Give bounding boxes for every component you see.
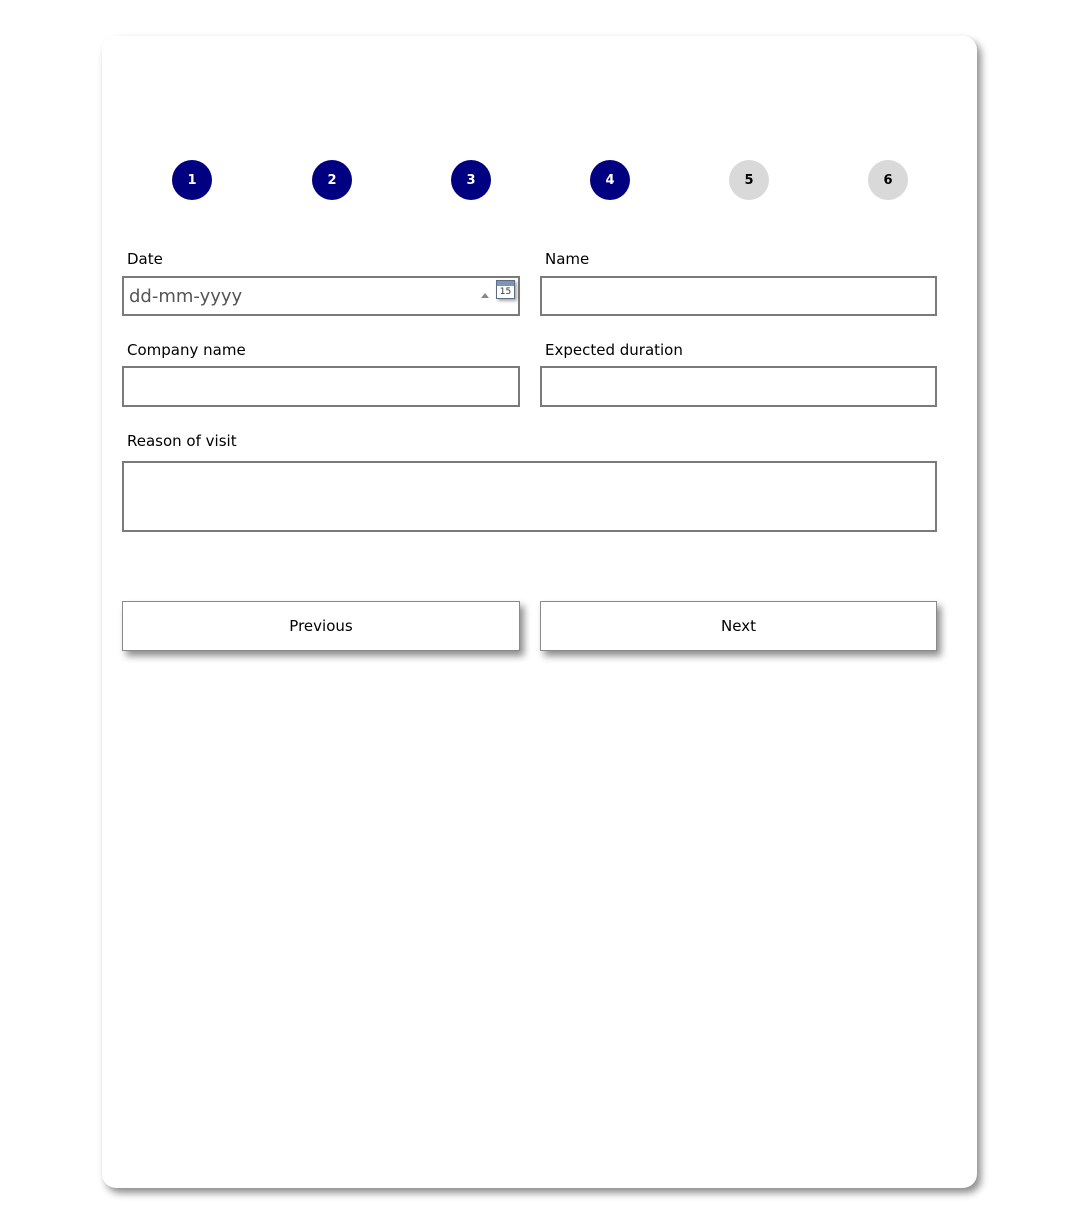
date-input[interactable] xyxy=(122,276,520,316)
date-label: Date xyxy=(127,250,163,268)
expected-duration-input[interactable] xyxy=(540,366,937,407)
calendar-day: 15 xyxy=(499,287,512,297)
calendar-icon[interactable] xyxy=(496,280,515,299)
step-2[interactable]: 2 xyxy=(312,160,352,200)
date-placeholder: dd-mm-yyyy xyxy=(129,286,243,307)
previous-button[interactable]: Previous xyxy=(122,601,520,651)
reason-of-visit-label: Reason of visit xyxy=(127,432,237,450)
spin-up-icon[interactable] xyxy=(481,293,489,298)
step-3[interactable]: 3 xyxy=(451,160,491,200)
name-input[interactable] xyxy=(540,276,937,316)
step-1[interactable]: 1 xyxy=(172,160,212,200)
visitor-form-card xyxy=(102,36,977,1188)
name-label: Name xyxy=(545,250,590,268)
next-button[interactable]: Next xyxy=(540,601,937,651)
step-4[interactable]: 4 xyxy=(590,160,630,200)
expected-duration-label: Expected duration xyxy=(545,341,683,359)
step-indicator xyxy=(102,160,977,200)
step-6[interactable]: 6 xyxy=(868,160,908,200)
step-5[interactable]: 5 xyxy=(729,160,769,200)
company-name-label: Company name xyxy=(127,341,246,359)
company-name-input[interactable] xyxy=(122,366,520,407)
reason-of-visit-textarea[interactable] xyxy=(122,461,937,532)
